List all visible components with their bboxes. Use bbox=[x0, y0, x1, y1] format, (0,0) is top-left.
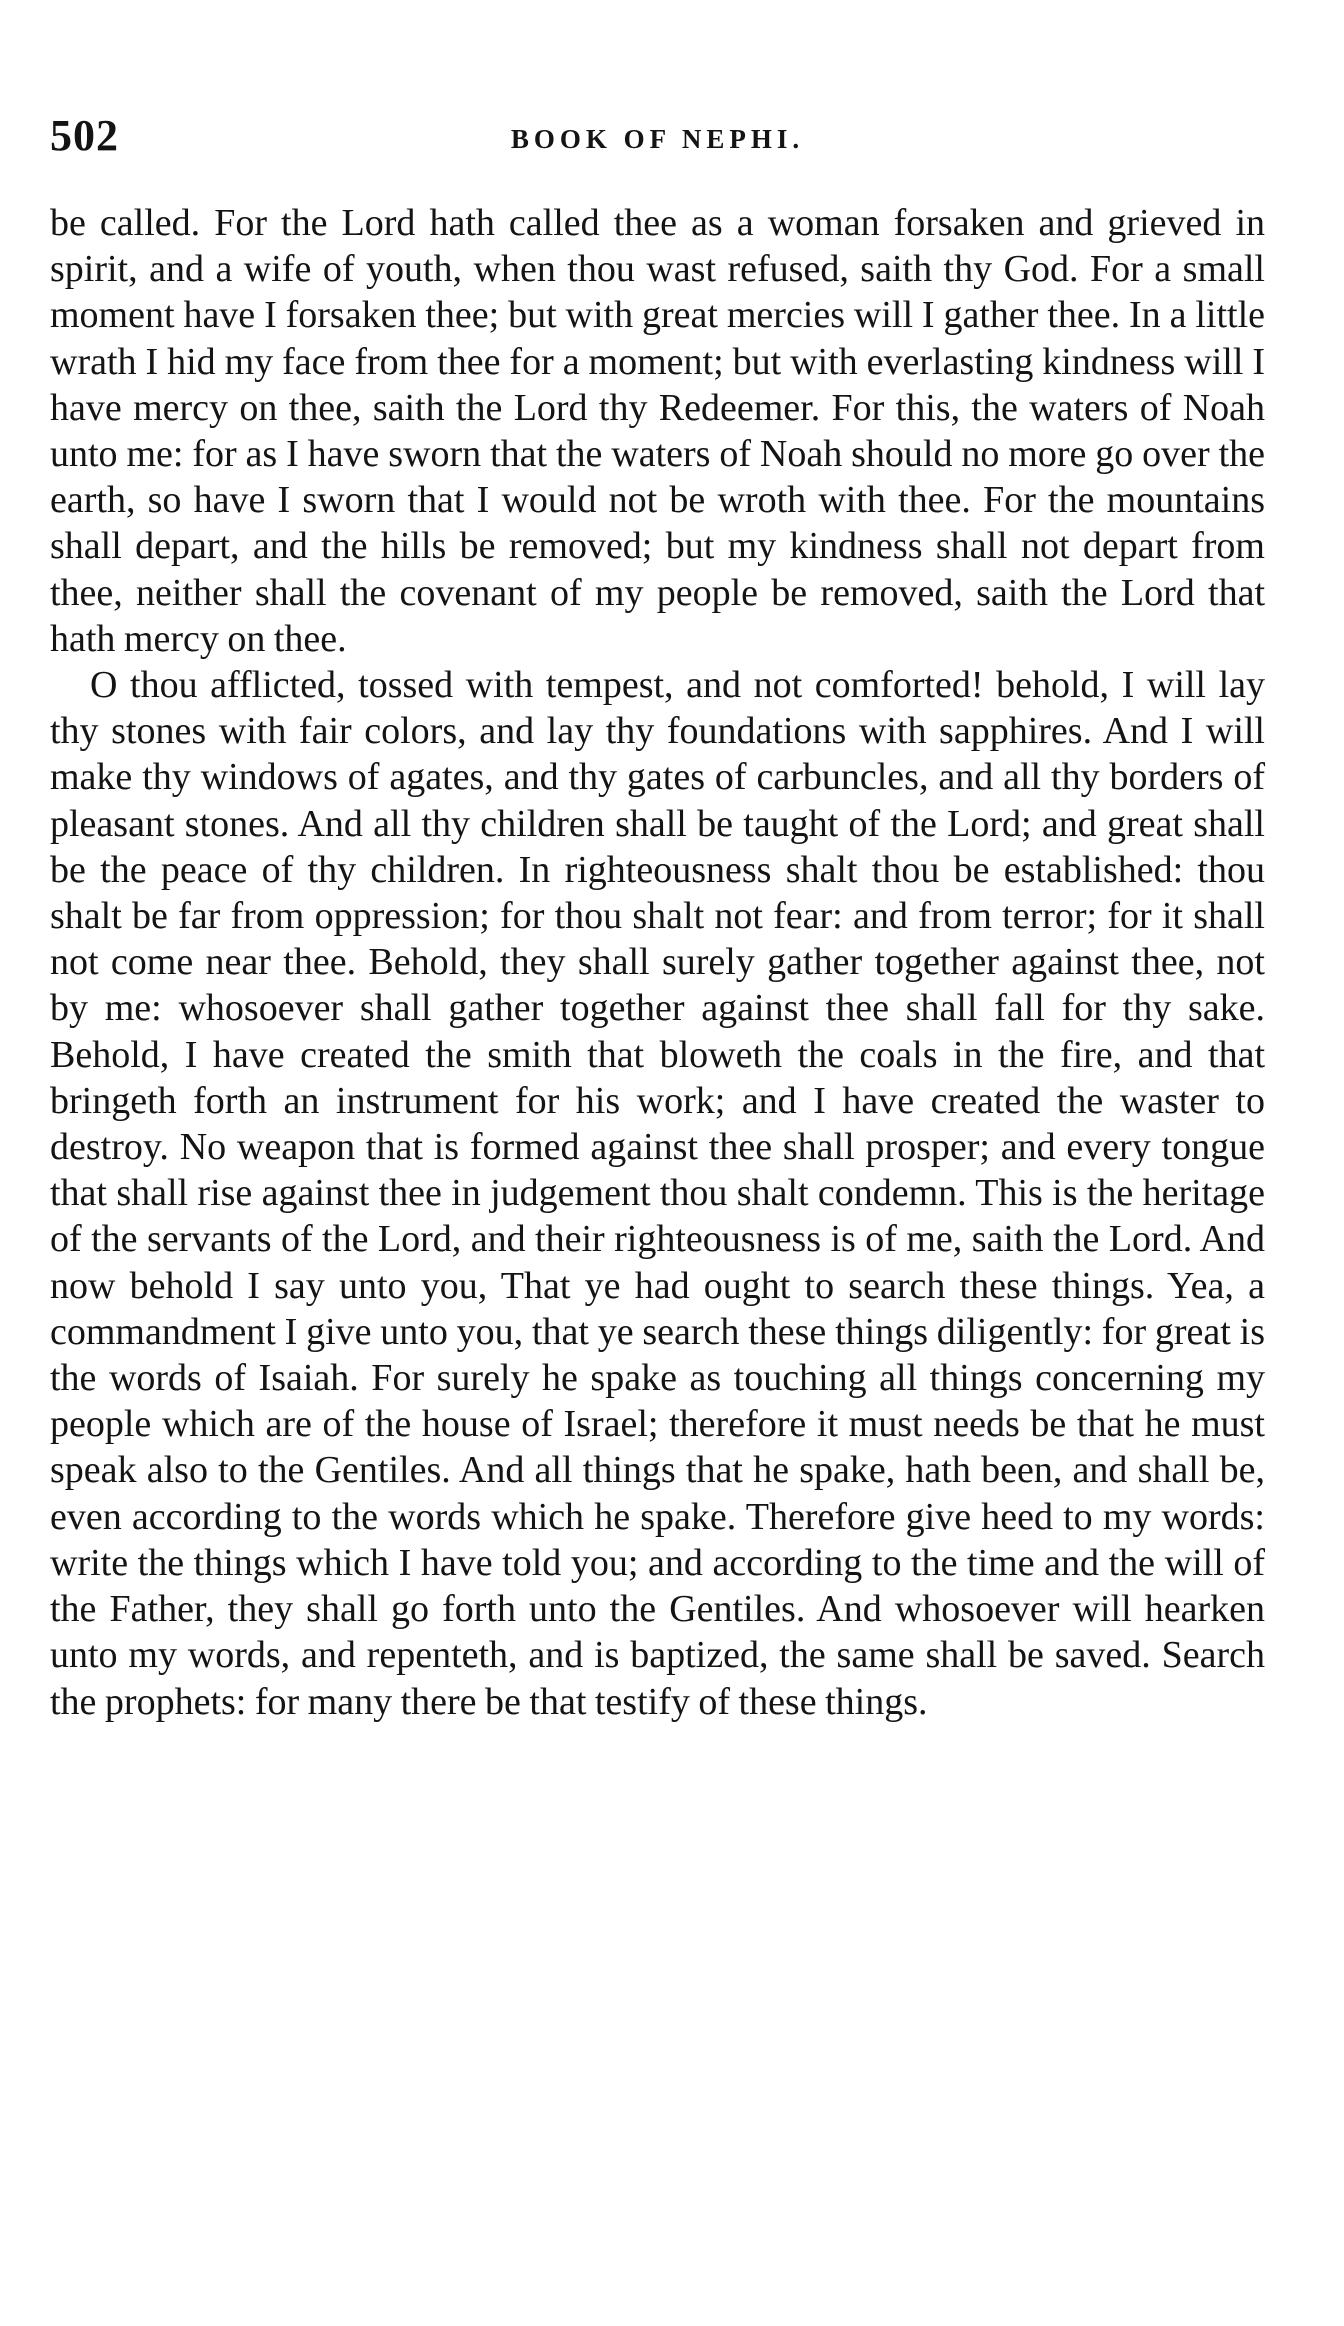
book-page bbox=[50, 110, 1265, 1725]
body-text bbox=[50, 200, 1265, 1725]
paragraph-continuation: be called. For the Lord hath called thee as a woman forsaken and grieved in spirit, and a wife of youth, when thou wast refused, saith thy God. For a small moment have I forsaken thee; but with great mercies will I gather thee. In a little wrath I hid my face from thee for a moment; but with everlasting kindness will I have mercy on thee, saith the Lord thy Redeemer. For this, the waters of Noah unto me: for as I have sworn that the waters of Noah should no more go over the earth, so have I sworn that I would not be wroth with thee. For the mountains shall depart, and the hills be removed; but my kindness shall not depart from thee, neither shall the covenant of my people be removed, saith the Lord that hath mercy on thee. bbox=[50, 202, 1265, 660]
page-number: 502 bbox=[50, 111, 119, 160]
page-header bbox=[50, 110, 1265, 170]
running-title: BOOK OF NEPHI. bbox=[510, 124, 805, 154]
paragraph: O thou afflicted, tossed with tempest, and not comforted! behold, I will lay thy stones with fair colors, and lay thy foundations with sapphires. And I will make thy windows of agates, and thy gates of carbuncles, and all thy borders of pleasant stones. And all thy children shall be taught of the Lord; and great shall be the peace of thy children. In righteousness shalt thou be established: thou shalt be far from oppression; for thou shalt not fear: and from terror; for it shall not come near thee. Behold, they shall surely gather together against thee, not by me: whosoever shall gather together against thee shall fall for thy sake. Behold, I have created the smith that bloweth the coals in the fire, and that bringeth forth an instrument for his work; and I have created the waster to destroy. No weapon that is formed against thee shall prosper; and every tongue that shall rise against thee in judgement thou shalt condemn. This is the heritage of the servants of the Lord, and their righteousness is of me, saith the Lord. And now behold I say unto you, That ye had ought to search these things. Yea, a commandment I give unto you, that ye search these things diligently: for great is the words of Isaiah. For surely he spake as touching all things concerning my people which are of the house of Israel; therefore it must needs be that he must speak also to the Gentiles. And all things that he spake, hath been, and shall be, even according to the words which he spake. Therefore give heed to my words: write the things which I have told you; and according to the time and the will of the Father, they shall go forth unto the Gentiles. And whosoever will hearken unto my words, and repenteth, and is baptized, the same shall be saved. Search the prophets: for many there be that testify of these things. bbox=[50, 664, 1265, 1723]
